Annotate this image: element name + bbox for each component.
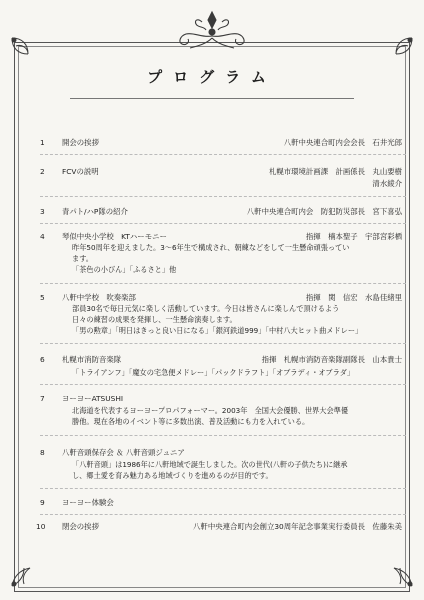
item-number: 2 bbox=[40, 167, 45, 176]
item-speaker: 八軒中央連合町内会 防犯防災部長 宮下喜弘 bbox=[246, 207, 402, 216]
item-label: 八軒中学校 吹奏楽部 bbox=[62, 293, 136, 302]
item-number: 3 bbox=[40, 207, 45, 216]
item-number: 1 bbox=[40, 138, 45, 147]
item-number: 4 bbox=[40, 232, 45, 241]
item-number: 9 bbox=[40, 498, 45, 507]
item-label: 青パト/ハP隊の紹介 bbox=[62, 207, 128, 216]
item-label: 閉会の挨拶 bbox=[62, 522, 99, 531]
item-description: 昨年50周年を迎えました。3～6年生で構成され、朝練などをして一生懸命頑張ってい bbox=[72, 243, 350, 252]
item-conductor: 指揮 楠本聖子 宇部宮彩栖 bbox=[305, 232, 402, 241]
item-pieces: 「男の勲章」「明日はきっと良い日になる」「銀河鉄道999」「中村八大ヒット曲メドレー」 bbox=[72, 326, 363, 335]
item-conductor: 指揮 札幌市消防音楽隊副隊長 山本貴士 bbox=[261, 355, 402, 364]
item-description: 部員30名で毎日元気に楽しく活動しています。今日は皆さんに楽しんで頂けるよう bbox=[72, 304, 340, 313]
item-description: 北海道を代表するヨーヨープロパフォーマー。2003年 全国大会優勝、世界大会準優 bbox=[72, 406, 349, 415]
item-label: 琴似中央小学校 KTハーモニー bbox=[62, 232, 167, 241]
divider bbox=[40, 514, 406, 515]
item-speaker: 清水綾介 bbox=[372, 179, 402, 188]
divider bbox=[40, 488, 406, 489]
divider bbox=[40, 223, 406, 224]
item-number: 5 bbox=[40, 293, 45, 302]
item-speaker: 八軒中央連合町内会創立30周年記念事業実行委員長 佐藤朱美 bbox=[193, 522, 402, 531]
item-conductor: 指揮 関 信宏 水島佳緒里 bbox=[305, 293, 402, 302]
item-label: ヨーヨー体験会 bbox=[62, 498, 114, 507]
item-label: 開会の挨拶 bbox=[62, 138, 99, 147]
item-number: 8 bbox=[40, 448, 45, 457]
ornament-corner-icon bbox=[380, 34, 416, 70]
item-description: ます。 bbox=[72, 254, 93, 263]
item-description: し、郷土愛を育み魅力ある地域づくりを進めるのが目的です。 bbox=[72, 471, 273, 480]
item-number: 10 bbox=[36, 522, 46, 531]
ornament-corner-icon bbox=[8, 34, 44, 70]
divider bbox=[40, 343, 406, 344]
divider bbox=[40, 154, 406, 155]
item-number: 7 bbox=[40, 394, 45, 403]
ornament-corner-icon bbox=[382, 556, 418, 592]
ornament-corner-icon bbox=[6, 556, 42, 592]
title-rule bbox=[70, 98, 354, 99]
item-speaker: 八軒中央連合町内会会長 石井光郎 bbox=[283, 138, 402, 147]
item-pieces: 「トライアンフ」「魔女の宅急便メドレー」「パックドラフト」「オブラディ・オブラダ」 bbox=[72, 368, 355, 377]
ornament-crest-icon bbox=[172, 8, 252, 52]
divider bbox=[40, 283, 406, 284]
divider bbox=[40, 384, 406, 385]
item-label: ヨーヨーATSUSHI bbox=[62, 394, 124, 403]
item-pieces: 「茶色の小びん」「ふるさと」他 bbox=[72, 265, 177, 274]
divider bbox=[40, 435, 406, 436]
item-speaker: 札幌市環境計画課 計画係長 丸山要樹 bbox=[268, 167, 402, 176]
item-label: FCVの説明 bbox=[62, 167, 99, 176]
item-label: 八軒音頭保存会 ＆ 八軒音頭ジュニア bbox=[62, 448, 185, 457]
item-number: 6 bbox=[40, 355, 45, 364]
item-description: 日々の練習の成果を発揮し、一生懸命演奏します。 bbox=[72, 315, 237, 324]
item-description: 勝他。現在各地のイベント等に多数出演、普及活動にも力を入れている。 bbox=[72, 417, 310, 426]
item-label: 札幌市消防音楽隊 bbox=[62, 355, 122, 364]
page-title: プログラム bbox=[147, 68, 277, 86]
divider bbox=[40, 196, 406, 197]
item-description: 「八軒音頭」は1986年に八軒地域で誕生しました。次の世代(八軒の子供たち)に継承 bbox=[72, 460, 348, 469]
